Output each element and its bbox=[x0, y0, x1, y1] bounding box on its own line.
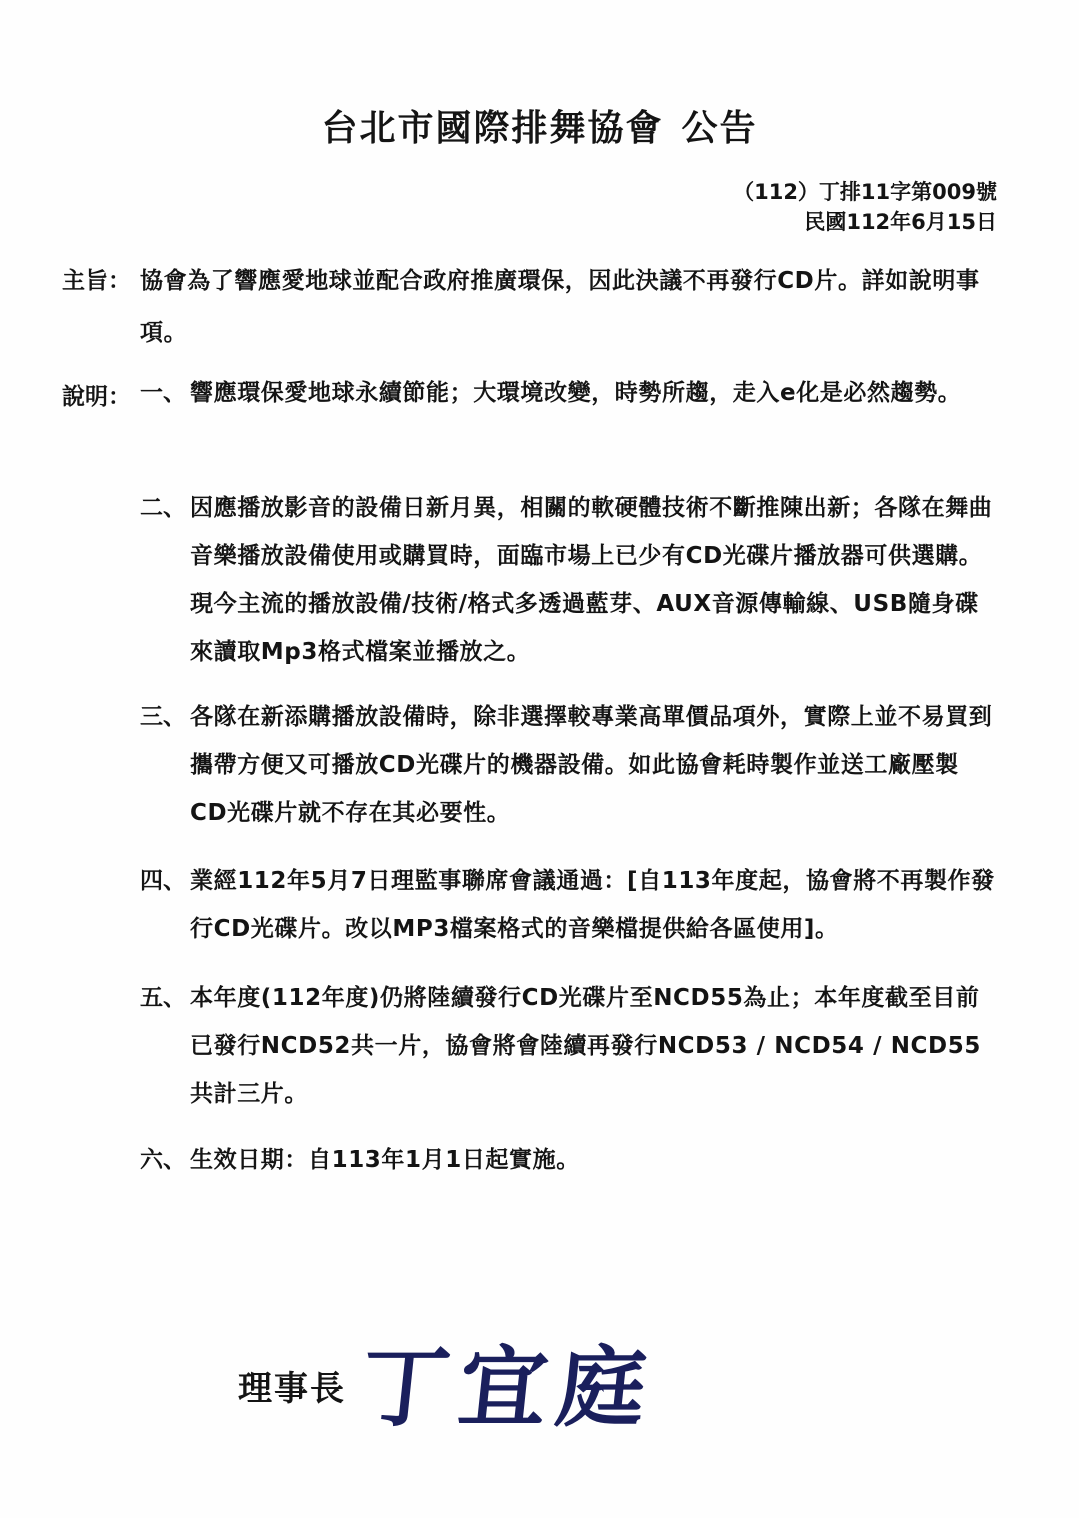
document-title bbox=[0, 100, 1079, 151]
subject-label: 主旨： bbox=[62, 268, 131, 294]
item-number: 一、 bbox=[140, 380, 186, 406]
item-number: 六、 bbox=[140, 1147, 186, 1173]
item-number: 三、 bbox=[140, 704, 186, 730]
explanation-item-text: 生效日期：自113年1月1日起實施。 bbox=[190, 1147, 580, 1173]
chairman-signature bbox=[355, 1318, 672, 1439]
explanation-item-text: 本年度(112年度)仍將陸續發行CD光碟片至NCD55為止；本年度截至目前已發行NCD52共一片，協會將會陸續再發行NCD53 / NCD54 / NCD55共計三片。 bbox=[190, 985, 981, 1107]
explanation-item-text: 響應環保愛地球永續節能；大環境改變，時勢所趨，走入e化是必然趨勢。 bbox=[190, 380, 962, 406]
item-number: 五、 bbox=[140, 985, 186, 1011]
subject-text: 協會為了響應愛地球並配合政府推廣環保，因此決議不再發行CD片。詳如說明事項。 bbox=[140, 268, 980, 346]
explanation-label: 說明： bbox=[62, 384, 131, 410]
notice-label: 公告 bbox=[681, 108, 758, 149]
explanation-item-text: 因應播放影音的設備日新月異，相關的軟硬體技術不斷推陳出新；各隊在舞曲音樂播放設備使用或購買時，面臨市場上已少有CD光碟片播放器可供選購。現今主流的播放設備/技術/格式多透過藍芽、AUX音源傳輸線、USB隨身碟來讀取Mp3格式檔案並播放之。 bbox=[190, 495, 993, 665]
explanation-item-text: 各隊在新添購播放設備時，除非選擇較專業高單價品項外，實際上並不易買到攜帶方便又可播放CD光碟片的機器設備。如此協會耗時製作並送工廠壓製 CD光碟片就不存在其必要性。 bbox=[190, 704, 993, 826]
signature-text: 丁宜庭 bbox=[355, 1335, 661, 1439]
item-number: 二、 bbox=[140, 495, 186, 521]
document-date: 民國112年6月15日 bbox=[804, 210, 997, 234]
document-number: （112）丁排11字第009號 bbox=[733, 180, 997, 204]
item-number: 四、 bbox=[140, 868, 186, 894]
association-name: 台北市國際排舞協會 bbox=[321, 108, 664, 149]
explanation-item-text: 業經112年5月7日理監事聯席會議通過：[自113年度起，協會將不再製作發行CD光碟片。改以MP3檔案格式的音樂檔提供給各區使用]。 bbox=[190, 868, 995, 942]
chairman-title: 理事長 bbox=[238, 1369, 346, 1409]
